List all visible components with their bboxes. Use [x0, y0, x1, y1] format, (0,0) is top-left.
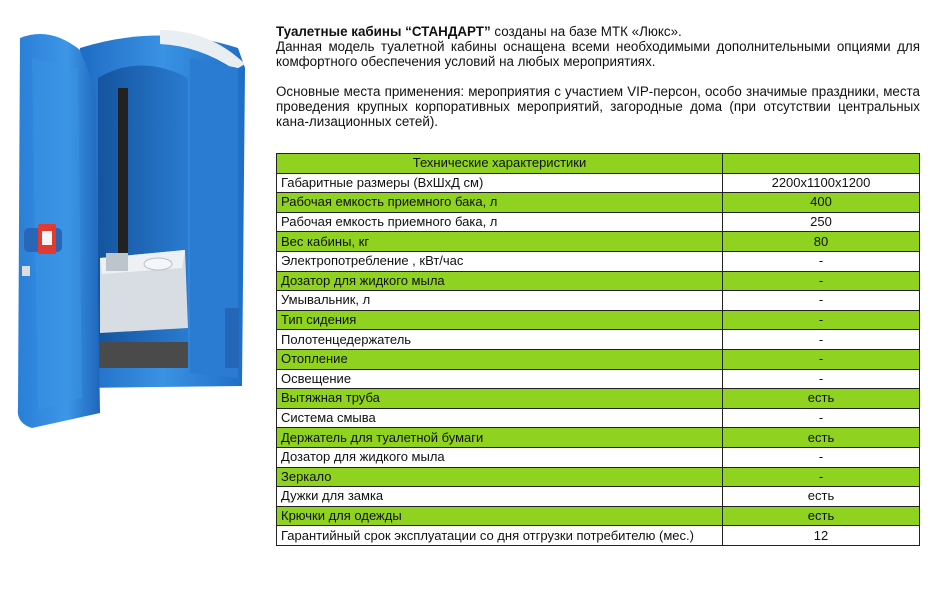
spec-label: Дужки для замка: [277, 487, 723, 507]
specs-header-value: [723, 154, 920, 174]
table-row: [277, 232, 920, 252]
table-row: [277, 310, 920, 330]
spec-value: 2200х1100х1200: [723, 173, 920, 193]
spec-label: Рабочая емкость приемного бака, л: [277, 212, 723, 232]
spec-label: Дозатор для жидкого мыла: [277, 447, 723, 467]
intro-text: [276, 24, 920, 129]
spec-label: Умывальник, л: [277, 291, 723, 311]
spec-value: -: [723, 447, 920, 467]
usage-description: Основные места применения: мероприятия с участием VIP-персон, особо значимые праздники, места проведения крупных корпоративных мероприятий, загородные дома (при отсутствии центральных кана-лизационных сетей).: [276, 84, 920, 129]
table-row: [277, 389, 920, 409]
spec-label: Электропотребление , кВт/час: [277, 251, 723, 271]
spec-value: -: [723, 291, 920, 311]
toilet-cabin-image: [10, 28, 250, 433]
product-name: Туалетные кабины “СТАНДАРТ”: [276, 24, 491, 39]
spec-label: Зеркало: [277, 467, 723, 487]
table-row: [277, 193, 920, 213]
table-row: [277, 467, 920, 487]
spec-value: -: [723, 349, 920, 369]
intro-title-rest: созданы на базе МТК «Люкс».: [490, 24, 682, 39]
spec-label: Дозатор для жидкого мыла: [277, 271, 723, 291]
table-row: [277, 271, 920, 291]
spec-label: Крючки для одежды: [277, 506, 723, 526]
spec-value: -: [723, 408, 920, 428]
table-row: [277, 349, 920, 369]
spec-value: -: [723, 251, 920, 271]
spec-label: Полотенцедержатель: [277, 330, 723, 350]
spec-label: Тип сидения: [277, 310, 723, 330]
spec-label: Вытяжная труба: [277, 389, 723, 409]
intro-title: [276, 24, 920, 39]
table-row: [277, 291, 920, 311]
table-row: [277, 330, 920, 350]
table-row: [277, 526, 920, 546]
spec-value: -: [723, 271, 920, 291]
spec-label: Вес кабины, кг: [277, 232, 723, 252]
spec-value: 400: [723, 193, 920, 213]
table-row: [277, 212, 920, 232]
spec-value: 250: [723, 212, 920, 232]
spec-value: 12: [723, 526, 920, 546]
table-row: [277, 447, 920, 467]
spec-value: есть: [723, 428, 920, 448]
spec-value: есть: [723, 487, 920, 507]
spec-label: Освещение: [277, 369, 723, 389]
intro-description: Данная модель туалетной кабины оснащена всеми необходимыми дополнительными опциями для комфортного обеспечения условий на любых мероприятиях.: [276, 39, 920, 69]
spec-label: Отопление: [277, 349, 723, 369]
spec-value: есть: [723, 506, 920, 526]
table-row: [277, 251, 920, 271]
spec-label: Гарантийный срок эксплуатации со дня отгрузки потребителю (мес.): [277, 526, 723, 546]
spec-label: Рабочая емкость приемного бака, л: [277, 193, 723, 213]
spec-value: 80: [723, 232, 920, 252]
spec-label: Система смыва: [277, 408, 723, 428]
table-row: [277, 506, 920, 526]
spec-value: есть: [723, 389, 920, 409]
table-row: [277, 408, 920, 428]
specs-table: [276, 153, 920, 546]
table-row: [277, 428, 920, 448]
spec-value: -: [723, 330, 920, 350]
spec-value: -: [723, 467, 920, 487]
spec-value: -: [723, 310, 920, 330]
spec-label: Габаритные размеры (ВхШхД см): [277, 173, 723, 193]
table-row: [277, 487, 920, 507]
table-row: [277, 173, 920, 193]
table-row: [277, 369, 920, 389]
specs-header-row: [277, 154, 920, 174]
spec-value: -: [723, 369, 920, 389]
spec-label: Держатель для туалетной бумаги: [277, 428, 723, 448]
specs-header: Технические характеристики: [277, 154, 723, 174]
